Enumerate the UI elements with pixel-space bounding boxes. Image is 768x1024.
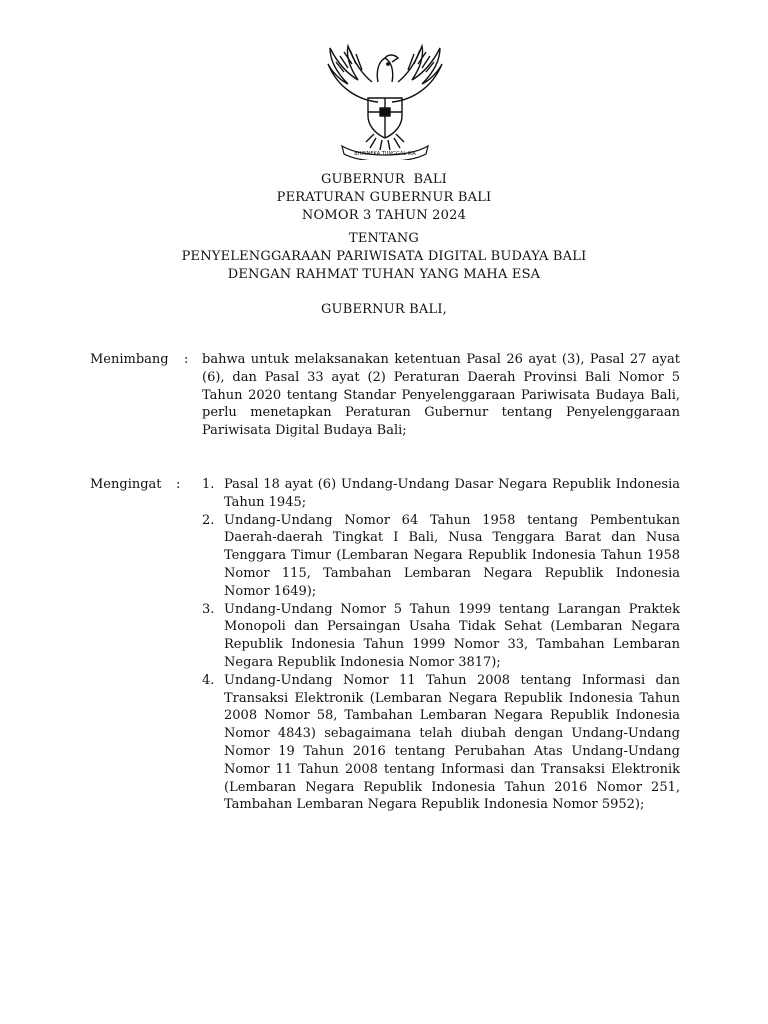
header-issuer: GUBERNUR BALI, [320,302,448,317]
mengingat-label: Mengingat [90,477,162,492]
header-tentang: TENTANG [348,231,420,246]
menimbang-section [90,351,682,461]
list-item-text: Pasal 18 ayat (6) Undang-Undang Dasar Negara Republik Indonesia Tahun 1945; [224,477,680,510]
header-subject-title: PENYELENGGARAAN PARIWISATA DIGITAL BUDAYA BALI [181,249,587,264]
list-item-number: 3. [202,601,215,617]
menimbang-label: Menimbang [90,352,169,367]
list-item [202,672,680,814]
document-subject [0,230,768,284]
list-item-text: Undang-Undang Nomor 5 Tahun 1999 tentang Larangan Praktek Monopoli dan Persaingan Usaha Tidak Sehat (Lembaran Negara Republik Indonesia Tahun 1999 Nomor 33, Tambahan Lembaran Negara Republik Indonesia Nomor 3817); [224,601,680,670]
header-regulation-number: NOMOR 3 TAHUN 2024 [301,208,467,223]
list-item-number: 1. [202,477,215,492]
header-invocation: DENGAN RAHMAT TUHAN YANG MAHA ESA [227,267,541,282]
header-regulation-title: PERATURAN GUBERNUR BALI [276,190,492,205]
list-item [202,512,680,601]
mengingat-colon: : [176,477,181,492]
emblem-motto: BHINNEKA TUNGGAL IKA [354,151,416,157]
list-item-number: 4. [202,672,215,688]
menimbang-colon: : [184,352,189,367]
list-item-text: Undang-Undang Nomor 11 Tahun 2008 tentang Informasi dan Transaksi Elektronik (Lembaran Negara Republik Indonesia Tahun 2008 Nomor 58, Tambahan Lembaran Negara Republik Indonesia Nomor 4843) sebagaimana telah diubah dengan Undang-Undang Nomor 19 Tahun 2016 tentang Perubahan Atas Undang-Undang Nomor 11 Tahun 2008 tentang Informasi dan Transaksi Elektronik (Lembaran Negara Republik Indonesia Tahun 2016 Nomor 251, Tambahan Lembaran Negara Republik Indonesia Nomor 5952); [224,672,680,813]
mengingat-section [90,476,682,876]
document-header [0,171,768,225]
list-item [202,476,680,512]
header-governor: GUBERNUR BALI [320,172,448,187]
mengingat-list [202,476,680,814]
garuda-emblem-icon [318,42,452,160]
menimbang-text: bahwa untuk melaksanakan ketentuan Pasal 26 ayat (3), Pasal 27 ayat (6), dan Pasal 33 ayat (2) Peraturan Daerah Provinsi Bali Nomor 5 Tahun 2020 tentang Standar Penyelenggaraan Pariwisata Budaya Bali, perlu menetapkan Peraturan Gubernur tentang Penyelenggaraan Pariwisata Digital Budaya Bali; [202,352,680,439]
list-item-number: 2. [202,512,215,528]
document-issuer [0,301,768,319]
list-item-text: Undang-Undang Nomor 64 Tahun 1958 tentang Pembentukan Daerah-daerah Tingkat I Bali, Nusa Tenggara Barat dan Nusa Tenggara Timur (Lembaran Negara Republik Indonesia Tahun 1958 Nomor 115, Tambahan Lembaran Negara Republik Indonesia Nomor 1649); [224,512,680,599]
list-item [202,601,680,672]
